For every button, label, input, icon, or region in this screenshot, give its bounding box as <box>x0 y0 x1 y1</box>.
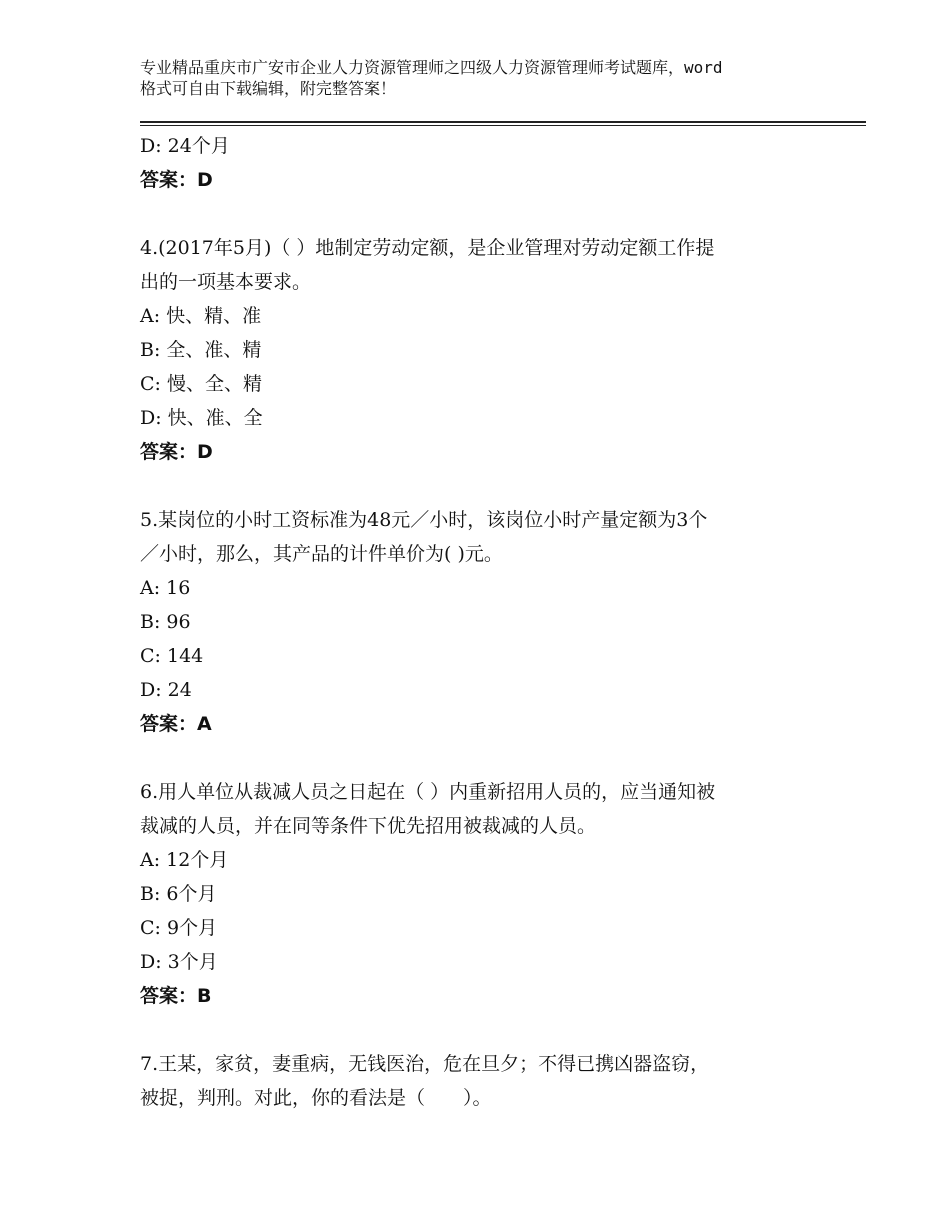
option-d: D: 3个月 <box>140 951 218 973</box>
option-d: D: 24 <box>140 679 192 701</box>
option-b: B: 全、准、精 <box>140 339 262 361</box>
question-5 <box>140 503 820 741</box>
option-a: A: 12个月 <box>140 849 229 871</box>
header-rule-thick <box>140 121 866 123</box>
spacer <box>140 741 820 775</box>
question-stem-continued: 裁减的人员，并在同等条件下优先招用被裁减的人员。 <box>140 815 597 837</box>
option-c: C: 144 <box>140 645 204 667</box>
option-a: A: 16 <box>140 577 191 599</box>
answer-label: 答案：B <box>140 985 212 1007</box>
question-stem-continued: 被捉，判刑。对此，你的看法是（ ）。 <box>140 1087 492 1109</box>
question-7 <box>140 1047 820 1115</box>
question-stem-continued: ／小时，那么，其产品的计件单价为( )元。 <box>140 543 503 565</box>
option-a: A: 快、精、准 <box>140 305 262 327</box>
option-c: C: 9个月 <box>140 917 218 939</box>
spacer <box>140 1013 820 1047</box>
document-body <box>140 129 820 1115</box>
spacer <box>140 197 820 231</box>
option-c: C: 慢、全、精 <box>140 373 262 395</box>
question-stem: 6.用人单位从裁减人员之日起在（ ）内重新招用人员的，应当通知被 <box>140 781 716 803</box>
option-d: D: 快、准、全 <box>140 407 263 429</box>
header-rule-thin <box>140 125 866 126</box>
question-3-fragment <box>140 129 820 197</box>
question-stem: 5.某岗位的小时工资标准为48元／小时，该岗位小时产量定额为3个 <box>140 509 708 531</box>
header-title-line-2: 格式可自由下载编辑，附完整答案！ <box>140 79 397 98</box>
option-b: B: 6个月 <box>140 883 217 905</box>
answer-label: 答案：D <box>140 441 213 463</box>
question-stem-continued: 出的一项基本要求。 <box>140 271 312 293</box>
question-stem: 4.(2017年5月)（ ）地制定劳动定额，是企业管理对劳动定额工作提 <box>140 237 715 259</box>
document-header <box>140 57 840 99</box>
answer-label: 答案：D <box>140 169 213 191</box>
option-d: D: 24个月 <box>140 135 230 157</box>
spacer <box>140 469 820 503</box>
question-4 <box>140 231 820 469</box>
option-b: B: 96 <box>140 611 191 633</box>
question-stem: 7.王某，家贫，妻重病，无钱医治，危在旦夕；不得已携凶器盗窃， <box>140 1053 710 1075</box>
header-title-line-1: 专业精品重庆市广安市企业人力资源管理师之四级人力资源管理师考试题库，word <box>140 58 723 77</box>
question-6 <box>140 775 820 1013</box>
answer-label: 答案：A <box>140 713 212 735</box>
